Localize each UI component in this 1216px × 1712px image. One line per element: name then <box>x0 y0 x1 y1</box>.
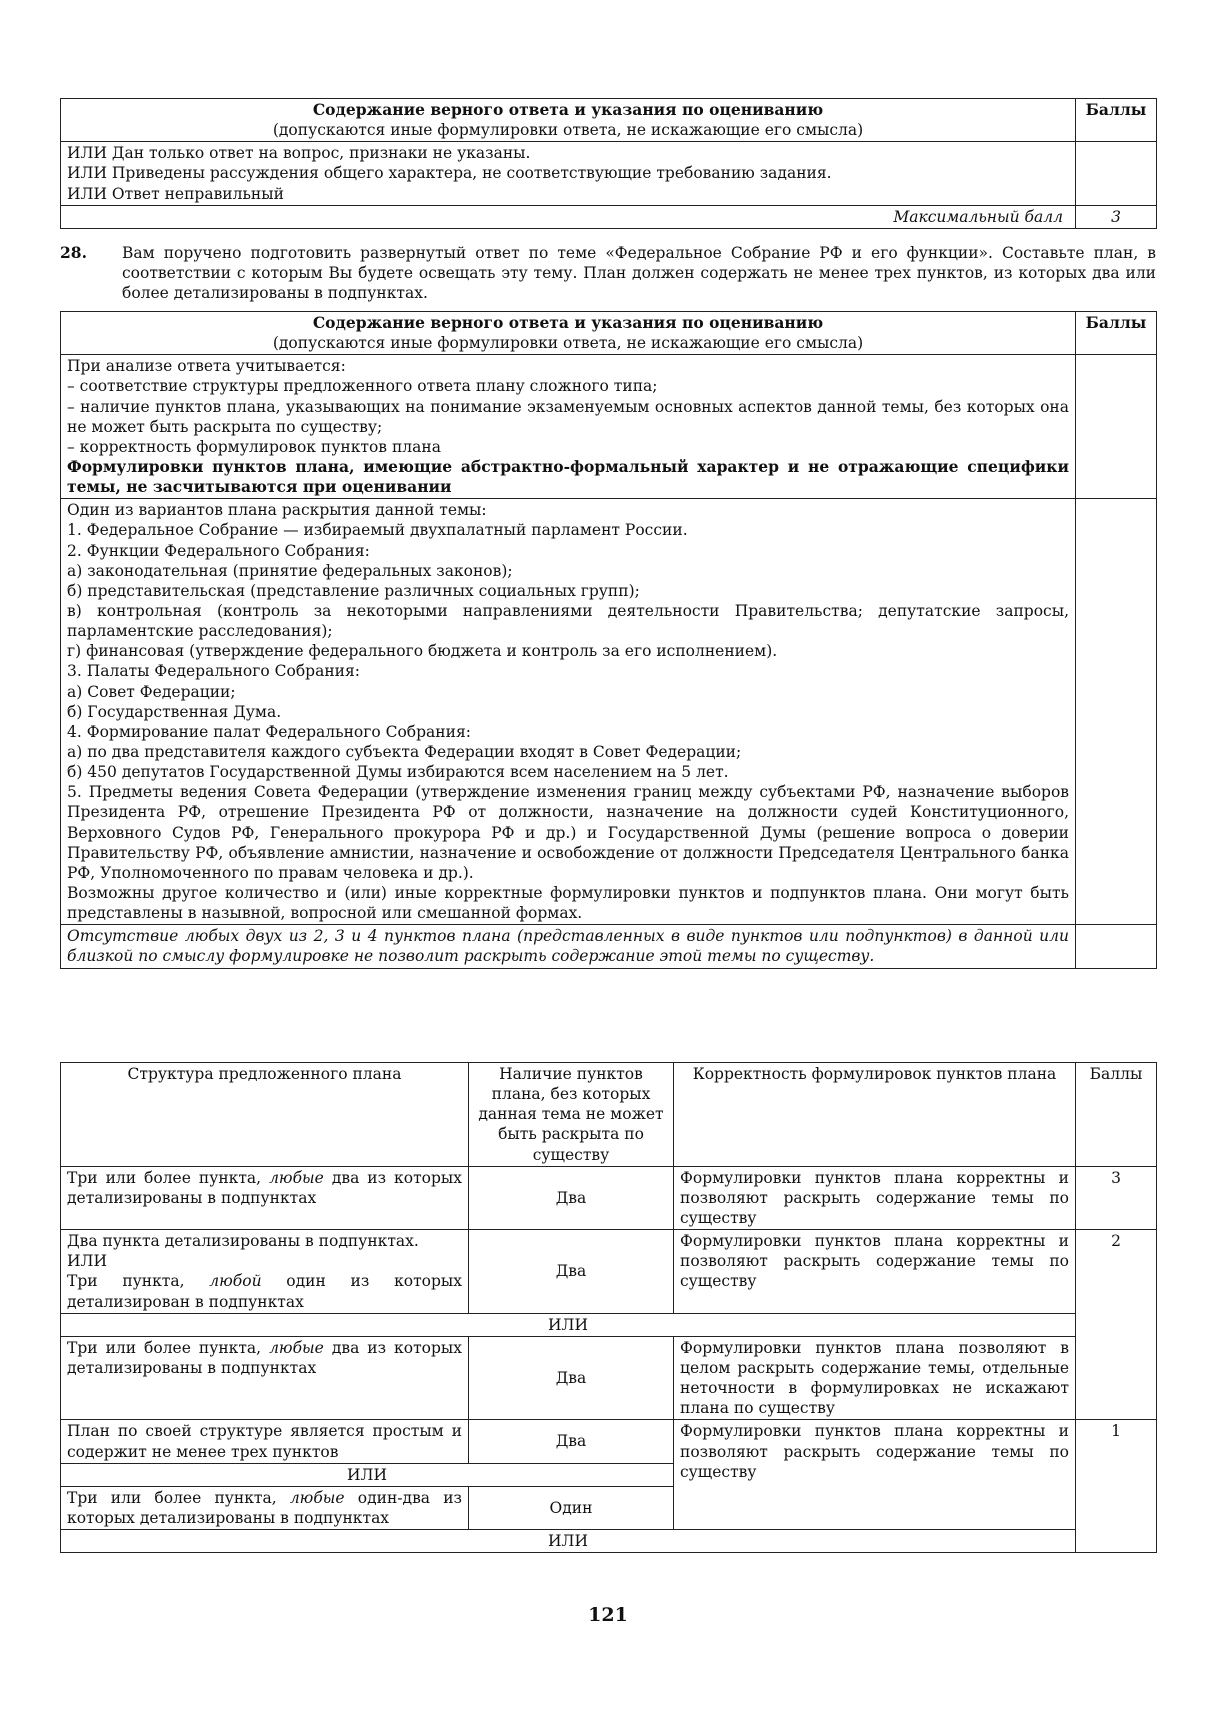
table-row <box>61 1230 1157 1314</box>
header-subtitle: (допускаются иные формулировки ответа, не искажающие его смысла) <box>272 334 864 353</box>
max-score-value: 3 <box>1076 205 1157 228</box>
task-text: Вам поручено подготовить развернутый ответ по теме «Федеральное Собрание РФ и его функции». Составьте план, в соответствии с которым Вы будете освещать эту тему. План должен содержать не менее трех пунктов, из которых два или более детализированы в подпунктах. <box>122 244 1156 303</box>
table-header <box>61 99 1076 142</box>
criteria-cell <box>61 142 1076 205</box>
empty-score-cell <box>1076 925 1157 968</box>
presence-cell: Два <box>469 1166 674 1229</box>
column-header-presence: Наличие пунктов плана, без которых данная тема не может быть раскрыта по существу <box>469 1063 674 1167</box>
presence-cell: Два <box>469 1336 674 1420</box>
structure-cell: Два пункта детализированы в подпунктах. ИЛИ Три пункта, любой один из которых детализирован в подпунктах <box>61 1230 469 1314</box>
criteria-line: ИЛИ Ответ неправильный <box>67 184 284 203</box>
plan-line: 5. Предметы ведения Совета Федерации (утверждение изменения границ между субъектами РФ, назначение выборов Президента РФ, отрешение Президента РФ от должности, назначение на должности судей Конституционного, Верховного Судов РФ, Генерального прокурора РФ и др.) и Государственной Думы (решение вопроса о доверии Правительству РФ, объявление амнистии, назначение и освобождение от должности Председателя Центрального банка РФ, Уполномоченного по правам человека и др.). <box>67 783 1069 882</box>
plan-line: 2. Функции Федерального Собрания: <box>67 541 370 560</box>
task-number: 28. <box>60 243 87 262</box>
task-28 <box>60 243 1156 303</box>
plan-line: а) Совет Федерации; <box>67 682 236 701</box>
italic-note: Отсутствие любых двух из 2, 3 и 4 пунктов плана (представленных в виде пунктов или подпунктов) в данной или близкой по смыслу формулировке не позволит раскрыть содержание этой темы по существу. <box>61 925 1076 968</box>
structure-cell: Три или более пункта, любые два из которых детализированы в подпунктах <box>61 1336 469 1420</box>
or-separator-row <box>61 1313 1157 1336</box>
structure-cell: Три или более пункта, любые два из которых детализированы в подпунктах <box>61 1166 469 1229</box>
max-score-label: Максимальный балл <box>61 205 1076 228</box>
plan-line: 1. Федеральное Собрание — избираемый двухпалатный парламент России. <box>67 521 688 540</box>
plan-line: 4. Формирование палат Федерального Собрания: <box>67 722 471 741</box>
structure-cell: Три или более пункта, любые один-два из которых детализированы в подпунктах <box>61 1486 469 1529</box>
structure-cell: План по своей структуре является простым и содержит не менее трех пунктов <box>61 1420 469 1463</box>
plan-line: 3. Палаты Федерального Собрания: <box>67 662 360 681</box>
page-number: 121 <box>588 1604 628 1626</box>
criteria-line: ИЛИ Приведены рассуждения общего характера, не соответствующие требованию задания. <box>67 164 832 183</box>
correctness-cell: Формулировки пунктов плана позволяют в целом раскрыть содержание темы, отдельные неточности в формулировках не искажают плана по существу <box>674 1336 1076 1420</box>
scoring-table-main <box>60 311 1157 969</box>
criteria-line: – корректность формулировок пунктов плана <box>67 437 441 456</box>
or-separator: ИЛИ <box>61 1313 1076 1336</box>
column-header-structure: Структура предложенного плана <box>61 1063 469 1167</box>
correctness-cell: Формулировки пунктов плана корректны и позволяют раскрыть содержание темы по существу <box>674 1230 1076 1314</box>
criteria-line: – наличие пунктов плана, указывающих на понимание экзаменуемым основных аспектов данной темы, без которых она не может быть раскрыта по существу; <box>67 397 1069 436</box>
plan-line: г) финансовая (утверждение федерального бюджета и контроль за его исполнением). <box>67 642 778 661</box>
score-header: Баллы <box>1076 312 1157 355</box>
plan-line: а) законодательная (принятие федеральных законов); <box>67 561 513 580</box>
criteria-line: ИЛИ Дан только ответ на вопрос, признаки не указаны. <box>67 144 531 163</box>
column-header-score: Баллы <box>1076 1063 1157 1167</box>
scoring-grid-table <box>60 1062 1157 1553</box>
presence-cell: Два <box>469 1420 674 1463</box>
criteria-line: При анализе ответа учитывается: <box>67 357 346 376</box>
empty-score-cell <box>1076 499 1157 925</box>
table-header <box>61 312 1076 355</box>
or-separator: ИЛИ <box>61 1463 674 1486</box>
presence-cell: Два <box>469 1230 674 1314</box>
plan-line: Возможны другое количество и (или) иные корректные формулировки пунктов и подпунктов плана. Они могут быть представлены в назывной, вопросной или смешанной формах. <box>67 883 1069 923</box>
score-cell: 1 <box>1076 1420 1157 1553</box>
table-row <box>61 1336 1157 1420</box>
plan-line: в) контрольная (контроль за некоторыми направлениями деятельности Правительства; депутатские запросы, парламентские расследования); <box>67 601 1069 641</box>
header-title: Содержание верного ответа и указания по оцениванию <box>312 313 824 332</box>
header-title: Содержание верного ответа и указания по оцениванию <box>312 100 824 119</box>
score-header: Баллы <box>1076 99 1157 142</box>
header-subtitle: (допускаются иные формулировки ответа, не искажающие его смысла) <box>272 121 864 140</box>
empty-score-cell <box>1076 142 1157 205</box>
criteria-line: – соответствие структуры предложенного ответа плану сложного типа; <box>67 377 658 396</box>
column-header-correctness: Корректность формулировок пунктов плана <box>674 1063 1076 1167</box>
correctness-cell: Формулировки пунктов плана корректны и позволяют раскрыть содержание темы по существу <box>674 1420 1076 1530</box>
score-cell: 3 <box>1076 1166 1157 1229</box>
analysis-criteria-cell <box>61 355 1076 499</box>
criteria-bold-note: Формулировки пунктов плана, имеющие абстрактно-формальный характер и не отражающие специфики темы, не засчитываются при оценивании <box>67 456 1069 497</box>
or-separator: ИЛИ <box>61 1530 1076 1553</box>
table-row <box>61 1166 1157 1229</box>
presence-cell: Один <box>469 1486 674 1529</box>
plan-line: б) представительская (представление различных социальных групп); <box>67 581 640 600</box>
plan-variant-cell <box>61 499 1076 925</box>
plan-line: а) по два представителя каждого субъекта Федерации входят в Совет Федерации; <box>67 742 742 761</box>
or-separator-row <box>61 1530 1157 1553</box>
correctness-cell: Формулировки пунктов плана корректны и позволяют раскрыть содержание темы по существу <box>674 1166 1076 1229</box>
plan-line: Один из вариантов плана раскрытия данной темы: <box>67 501 487 520</box>
plan-line: б) 450 депутатов Государственной Думы избираются всем населением на 5 лет. <box>67 763 729 782</box>
score-cell: 2 <box>1076 1230 1157 1420</box>
empty-score-cell <box>1076 355 1157 499</box>
table-row <box>61 1420 1157 1463</box>
plan-line: б) Государственная Дума. <box>67 702 282 721</box>
scoring-table-top <box>60 98 1157 229</box>
